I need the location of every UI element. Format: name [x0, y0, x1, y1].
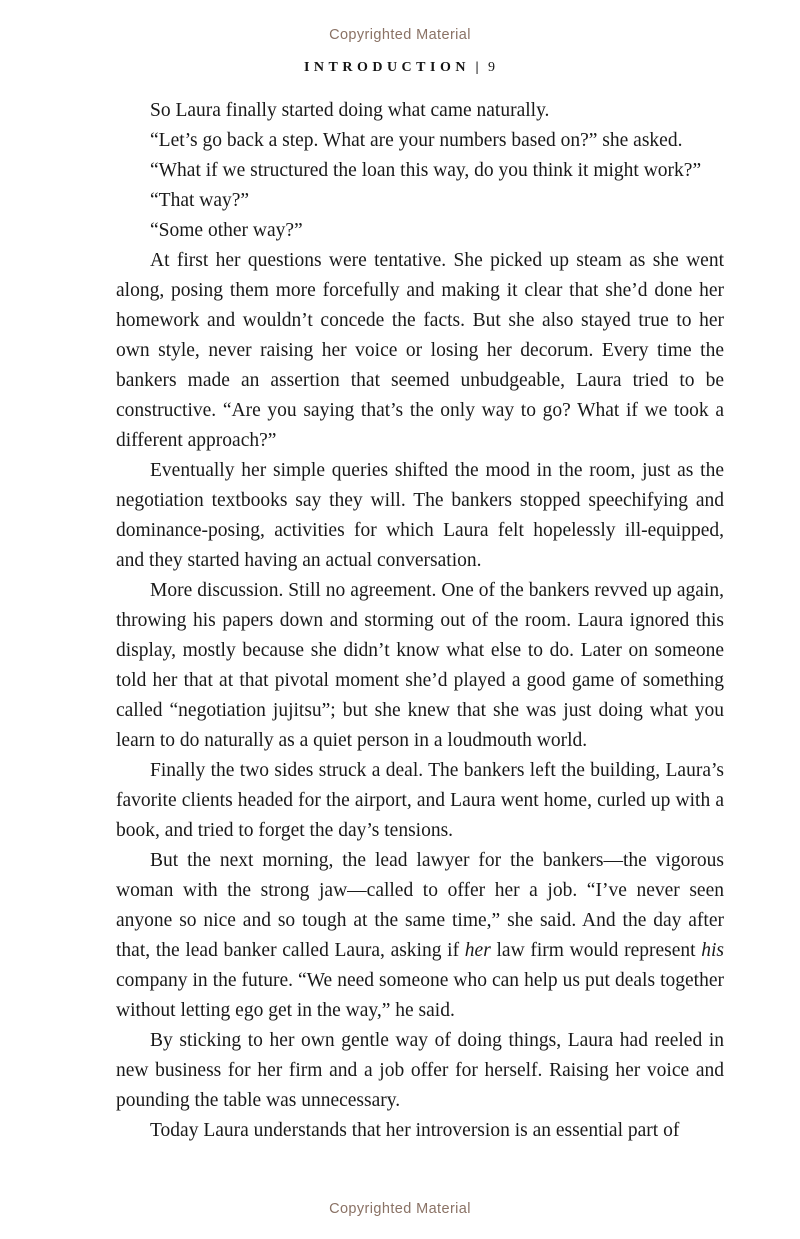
paragraph [116, 756, 724, 846]
text-run: law firm would represent [490, 940, 702, 961]
paragraph [116, 456, 724, 576]
text-run: So Laura finally started doing what came naturally. [150, 100, 550, 121]
text-run: Finally the two sides struck a deal. The bankers left the building, Laura’s favorite clients headed for the airport, and Laura went home, curled up with a book, and tried to forget the day’s tensions. [116, 760, 724, 841]
text-run: “Some other way?” [150, 220, 303, 241]
paragraph [116, 1116, 724, 1146]
paragraph [116, 126, 724, 156]
copyright-notice-bottom: Copyrighted Material [329, 1201, 471, 1217]
text-run: “What if we structured the loan this way, do you think it might work?” [150, 160, 702, 181]
copyright-notice-top: Copyrighted Material [329, 27, 471, 43]
page-body [116, 96, 724, 1146]
text-run: More discussion. Still no agreement. One of the bankers revved up again, throwing his papers down and storming out of the room. Laura ignored this display, mostly because she didn’t know what else to do. Later on someone told her that at that pivotal moment she’d played a good game of something called “negotiation jujitsu”; but she knew that she was just doing what you learn to do naturally as a quiet person in a loudmouth world. [116, 580, 724, 751]
paragraph [116, 1026, 724, 1116]
italic-text-run: his [701, 940, 725, 961]
text-run: But the next morning, the lead lawyer for the bankers—the vigorous woman with the strong jaw—called to offer her a job. “I’ve never seen anyone so nice and so tough at the same time,” she said. And the day after that, the lead banker called Laura, asking if [116, 850, 724, 961]
paragraph [116, 846, 724, 1026]
page-number: 9 [488, 60, 497, 75]
running-header [0, 60, 800, 76]
text-run: Eventually her simple queries shifted the mood in the room, just as the negotiation textbooks say they will. The bankers stopped speechifying and dominance-posing, activities for which Laura felt hopelessly ill-equipped, and they started having an actual conversation. [116, 460, 724, 571]
paragraph [116, 216, 724, 246]
header-separator: | [475, 60, 479, 75]
chapter-title: INTRODUCTION [303, 60, 470, 75]
italic-text-run: her [464, 940, 491, 961]
paragraph [116, 246, 724, 456]
paragraph [116, 576, 724, 756]
text-run: “Let’s go back a step. What are your numbers based on?” she asked. [150, 130, 683, 151]
paragraph [116, 96, 724, 126]
text-run: “That way?” [150, 190, 250, 211]
paragraph [116, 186, 724, 216]
text-run: company in the future. “We need someone who can help us put deals together without letting ego get in the way,” he said. [116, 970, 724, 1021]
text-run: By sticking to her own gentle way of doing things, Laura had reeled in new business for her firm and a job offer for herself. Raising her voice and pounding the table was unnecessary. [116, 1030, 724, 1111]
paragraph [116, 156, 724, 186]
text-run: At first her questions were tentative. She picked up steam as she went along, posing them more forcefully and making it clear that she’d done her homework and wouldn’t concede the facts. But she also stayed true to her own style, never raising her voice or losing her decorum. Every time the bankers made an assertion that seemed unbudgeable, Laura tried to be constructive. “Are you saying that’s the only way to go? What if we took a different approach?” [116, 250, 724, 451]
text-run: Today Laura understands that her introversion is an essential part of [150, 1120, 680, 1141]
